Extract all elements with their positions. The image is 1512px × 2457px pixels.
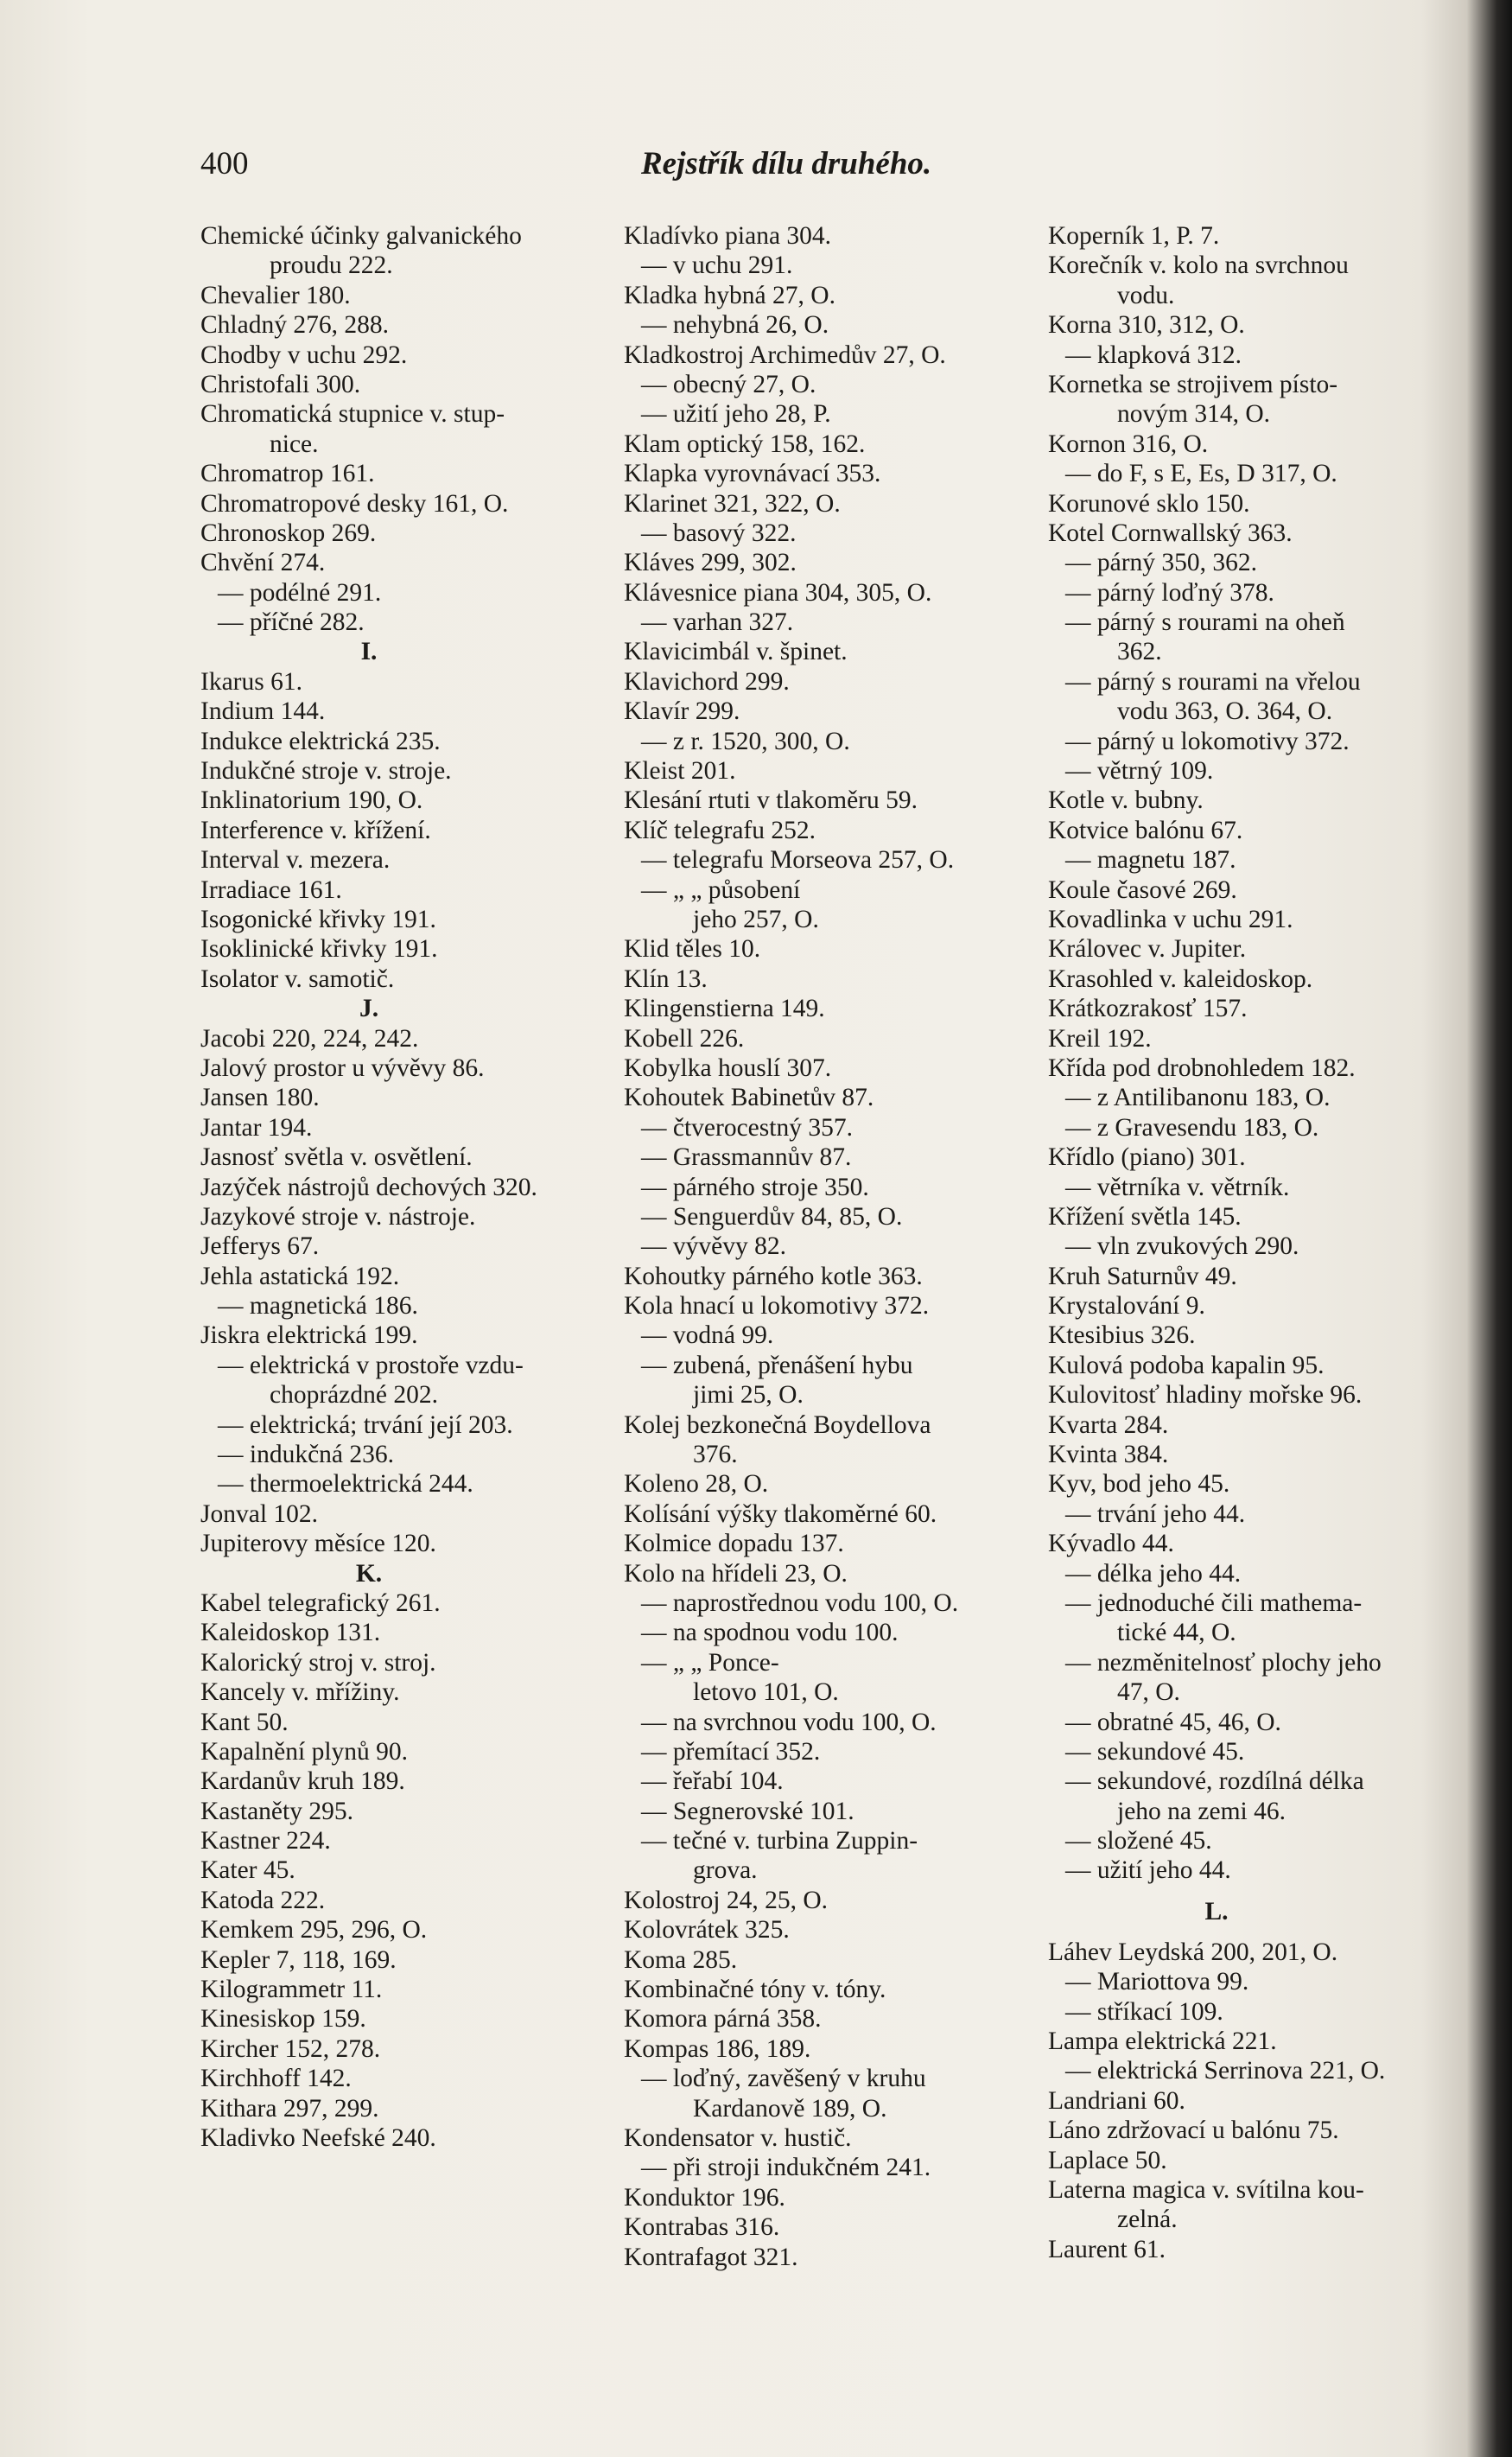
- index-entry: Kompas 186, 189.: [624, 2034, 811, 2063]
- index-entry: Kinesiskop 159.: [200, 2005, 366, 2034]
- index-entry: — sekundové, rozdílná délka: [1065, 1767, 1364, 1796]
- index-entry: 362.: [1117, 638, 1162, 666]
- index-entry: Klarinet 321, 322, O.: [624, 489, 841, 518]
- index-entry: Kruh Saturnův 49.: [1048, 1262, 1237, 1290]
- index-entry: — vývěvy 82.: [641, 1232, 786, 1261]
- index-entry: letovo 101, O.: [693, 1678, 839, 1707]
- index-entry: — z r. 1520, 300, O.: [641, 727, 850, 755]
- index-entry: Kepler 7, 118, 169.: [200, 1945, 397, 1974]
- index-entry: — telegrafu Morseova 257, O.: [641, 846, 955, 875]
- index-entry: tické 44, O.: [1117, 1619, 1236, 1647]
- section-letter-heading: L.: [1204, 1897, 1229, 1925]
- index-entry: — párný s rourami na vřelou: [1065, 667, 1361, 696]
- index-entry: Kohoutky párného kotle 363.: [624, 1262, 923, 1290]
- index-entry: — sekundové 45.: [1065, 1737, 1245, 1766]
- index-entry: — thermoelektrická 244.: [218, 1470, 473, 1499]
- index-entry: Kircher 152, 278.: [200, 2034, 381, 2063]
- index-entry: Kemkem 295, 296, O.: [200, 1916, 428, 1945]
- index-entry: — nezměnitelnosť plochy jeho: [1065, 1648, 1382, 1677]
- index-entry: Kulová podoba kapalin 95.: [1048, 1351, 1325, 1379]
- index-entry: Isoklinické křivky 191.: [200, 935, 438, 964]
- index-entry: — vln zvukových 290.: [1065, 1232, 1299, 1261]
- index-entry: Kreil 192.: [1048, 1024, 1152, 1053]
- index-entry: Koleno 28, O.: [624, 1470, 769, 1499]
- index-entry: Kornetka se strojivem písto-: [1048, 370, 1338, 398]
- index-entry: Kater 45.: [200, 1856, 295, 1885]
- index-entry: Kotle v. bubny.: [1048, 786, 1204, 815]
- index-entry: Kývadlo 44.: [1048, 1530, 1174, 1558]
- index-entry: Irradiace 161.: [200, 875, 342, 904]
- index-entry: — basový 322.: [641, 519, 797, 547]
- index-entry: Indium 144.: [200, 697, 326, 726]
- index-entry: Jacobi 220, 224, 242.: [200, 1024, 419, 1053]
- index-entry: Kalorický stroj v. stroj.: [200, 1648, 436, 1677]
- index-entry: Kancely v. mřížiny.: [200, 1678, 400, 1707]
- index-entry: novým 314, O.: [1117, 400, 1270, 429]
- index-entry: — čtverocestný 357.: [641, 1113, 853, 1142]
- index-entry: — přemítací 352.: [641, 1737, 821, 1766]
- index-entry: — v uchu 291.: [641, 251, 793, 280]
- index-entry: — „ „ Ponce-: [641, 1648, 779, 1677]
- running-title: Rejstřík dílu druhého.: [641, 146, 932, 181]
- index-entry: proudu 222.: [270, 251, 393, 280]
- index-entry: — stříkací 109.: [1065, 1997, 1223, 2026]
- index-entry: Korečník v. kolo na svrchnou: [1048, 251, 1349, 280]
- index-entry: — jednoduché čili mathema-: [1065, 1588, 1363, 1617]
- index-entry: Klín 13.: [624, 964, 708, 993]
- index-entry: Chronoskop 269.: [200, 519, 377, 547]
- index-column-1: [200, 221, 607, 2153]
- index-entry: Chromatropové desky 161, O.: [200, 489, 509, 518]
- index-entry: Kladívko piana 304.: [624, 222, 832, 250]
- index-entry: Klavír 299.: [624, 697, 740, 726]
- index-entry: Chromatrop 161.: [200, 460, 375, 488]
- index-entry: Jalový prostor u vývěvy 86.: [200, 1053, 485, 1082]
- index-entry: Kláves 299, 302.: [624, 549, 797, 577]
- index-entry: Krasohled v. kaleidoskop.: [1048, 964, 1313, 993]
- index-entry: Isogonické křivky 191.: [200, 905, 436, 933]
- index-entry: Kleist 201.: [624, 757, 736, 786]
- index-entry: — větrný 109.: [1065, 757, 1214, 786]
- index-entry: Křída pod drobnohledem 182.: [1048, 1053, 1356, 1082]
- index-entry: choprázdné 202.: [270, 1381, 438, 1410]
- index-entry: Kobylka houslí 307.: [624, 1053, 832, 1082]
- index-entry: — složené 45.: [1065, 1827, 1212, 1855]
- index-entry: — nehybná 26, O.: [641, 311, 829, 340]
- index-entry: Láhev Leydská 200, 201, O.: [1048, 1938, 1338, 1966]
- index-entry: 47, O.: [1117, 1678, 1180, 1707]
- index-entry: — loďný, zavěšený v kruhu: [641, 2065, 926, 2093]
- index-entry: Kotvice balónu 67.: [1048, 816, 1243, 844]
- index-entry: Jazýček nástrojů dechových 320.: [200, 1173, 537, 1201]
- index-entry: Kontrafagot 321.: [624, 2243, 798, 2271]
- index-entry: Koma 285.: [624, 1945, 738, 1974]
- index-entry: Jonval 102.: [200, 1499, 319, 1528]
- index-entry: Kvinta 384.: [1048, 1441, 1169, 1469]
- index-entry: Chemické účinky galvanického: [200, 222, 522, 250]
- index-entry: — Senguerdův 84, 85, O.: [641, 1202, 903, 1231]
- index-entry: — užití jeho 44.: [1065, 1856, 1231, 1885]
- index-entry: Kladkostroj Archimedův 27, O.: [624, 341, 946, 369]
- index-entry: jeho 257, O.: [693, 905, 819, 933]
- index-entry: grova.: [693, 1856, 758, 1885]
- index-entry: — elektrická; trvání její 203.: [218, 1410, 513, 1439]
- index-entry: — trvání jeho 44.: [1065, 1499, 1246, 1528]
- index-entry: Jehla astatická 192.: [200, 1262, 400, 1290]
- index-entry: Jupiterovy měsíce 120.: [200, 1530, 436, 1558]
- index-entry: Kulovitosť hladiny mořske 96.: [1048, 1381, 1363, 1410]
- index-entry: Kola hnací u lokomotivy 372.: [624, 1292, 930, 1321]
- index-entry: — „ „ působení: [641, 875, 801, 904]
- index-entry: Ktesibius 326.: [1048, 1321, 1196, 1350]
- index-entry: — varhan 327.: [641, 608, 794, 637]
- index-entry: — elektrická Serrinova 221, O.: [1065, 2057, 1386, 2085]
- index-entry: Chladný 276, 288.: [200, 311, 389, 340]
- index-entry: vodu.: [1117, 281, 1175, 309]
- index-entry: — obratné 45, 46, O.: [1065, 1708, 1281, 1736]
- index-entry: Inklinatorium 190, O.: [200, 786, 423, 815]
- index-entry: Lampa elektrická 221.: [1048, 2027, 1277, 2056]
- index-entry: Krátkozrakosť 157.: [1048, 995, 1248, 1023]
- index-entry: Klávesnice piana 304, 305, O.: [624, 578, 932, 607]
- index-entry: Indukčné stroje v. stroje.: [200, 757, 452, 786]
- index-entry: Isolator v. samotič.: [200, 964, 395, 993]
- index-entry: — z Antilibanonu 183, O.: [1065, 1084, 1331, 1112]
- index-entry: — vodná 99.: [641, 1321, 774, 1350]
- index-entry: — magnetická 186.: [218, 1292, 418, 1321]
- index-entry: Jansen 180.: [200, 1084, 320, 1112]
- index-entry: Klavicimbál v. špinet.: [624, 638, 848, 666]
- index-entry: — párný 350, 362.: [1065, 549, 1258, 577]
- index-entry: Jefferys 67.: [200, 1232, 320, 1261]
- index-entry: Kladka hybná 27, O.: [624, 281, 835, 309]
- index-entry: — Mariottova 99.: [1065, 1968, 1249, 1996]
- index-entry: jimi 25, O.: [693, 1381, 804, 1410]
- index-entry: Klam optický 158, 162.: [624, 430, 866, 458]
- index-entry: Jiskra elektrická 199.: [200, 1321, 418, 1350]
- index-entry: Koule časové 269.: [1048, 875, 1237, 904]
- index-column-2: [624, 221, 1030, 2272]
- index-entry: — magnetu 187.: [1065, 846, 1236, 875]
- index-entry: — na svrchnou vodu 100, O.: [641, 1708, 937, 1736]
- index-entry: Křídlo (piano) 301.: [1048, 1143, 1246, 1172]
- index-entry: Kilogrammetr 11.: [200, 1976, 383, 2004]
- index-entry: — elektrická v prostoře vzdu-: [218, 1351, 524, 1379]
- index-entry: Chromatická stupnice v. stup-: [200, 400, 505, 429]
- index-entry: Klid těles 10.: [624, 935, 761, 964]
- index-entry: Laterna magica v. svítilna kou-: [1048, 2176, 1364, 2204]
- section-letter-heading: J.: [359, 995, 379, 1023]
- index-entry: Jantar 194.: [200, 1113, 313, 1142]
- index-entry: Komora párná 358.: [624, 2005, 822, 2034]
- index-entry: Landriani 60.: [1048, 2086, 1185, 2115]
- index-entry: Kvarta 284.: [1048, 1410, 1169, 1439]
- index-entry: Kaleidoskop 131.: [200, 1619, 381, 1647]
- index-entry: Kohoutek Babinetův 87.: [624, 1084, 874, 1112]
- index-entry: — obecný 27, O.: [641, 370, 816, 398]
- index-entry: Kolej bezkonečná Boydellova: [624, 1410, 931, 1439]
- index-entry: Kombinačné tóny v. tóny.: [624, 1976, 886, 2004]
- index-entry: Kolo na hřídeli 23, O.: [624, 1559, 848, 1588]
- index-entry: Koperník 1, P. 7.: [1048, 222, 1220, 250]
- index-entry: Klíč telegrafu 252.: [624, 816, 816, 844]
- index-entry: Jasnosť světla v. osvětlení.: [200, 1143, 473, 1172]
- index-entry: Kabel telegrafický 261.: [200, 1588, 441, 1617]
- index-entry: Kovadlinka v uchu 291.: [1048, 905, 1293, 933]
- index-entry: Kapalnění plynů 90.: [200, 1737, 409, 1766]
- index-entry: — párného stroje 350.: [641, 1173, 869, 1201]
- index-entry: — tečné v. turbina Zuppin-: [641, 1827, 918, 1855]
- index-entry: Kastaněty 295.: [200, 1797, 353, 1825]
- index-entry: Kontrabas 316.: [624, 2213, 780, 2242]
- index-entry: — zubená, přenášení hybu: [641, 1351, 913, 1379]
- index-entry: Kladivko Neefské 240.: [200, 2124, 436, 2152]
- index-entry: Klesání rtuti v tlakoměru 59.: [624, 786, 918, 815]
- index-entry: — příčné 282.: [218, 608, 365, 637]
- index-entry: — párný s rourami na oheň: [1065, 608, 1345, 637]
- index-entry: Chodby v uchu 292.: [200, 341, 408, 369]
- index-entry: vodu 363, O. 364, O.: [1117, 697, 1333, 726]
- index-entry: Kastner 224.: [200, 1827, 331, 1855]
- index-entry: Chvění 274.: [200, 549, 326, 577]
- index-entry: Christofali 300.: [200, 370, 361, 398]
- index-entry: — klapková 312.: [1065, 341, 1242, 369]
- index-entry: — při stroji indukčném 241.: [641, 2154, 931, 2182]
- index-entry: Kyv, bod jeho 45.: [1048, 1470, 1230, 1499]
- index-entry: — délka jeho 44.: [1065, 1559, 1242, 1588]
- index-entry: — řeřabí 104.: [641, 1767, 784, 1796]
- index-entry: Jazykové stroje v. nástroje.: [200, 1202, 476, 1231]
- index-entry: Královec v. Jupiter.: [1048, 935, 1247, 964]
- index-entry: Kardanův kruh 189.: [200, 1767, 405, 1796]
- index-entry: Klavichord 299.: [624, 667, 790, 696]
- index-entry: Laplace 50.: [1048, 2146, 1167, 2174]
- index-entry: Kolísání výšky tlakoměrné 60.: [624, 1499, 937, 1528]
- index-entry: — naprostřednou vodu 100, O.: [641, 1588, 959, 1617]
- index-entry: Chevalier 180.: [200, 281, 351, 309]
- index-entry: Kotel Cornwallský 363.: [1048, 519, 1293, 547]
- index-entry: Klapka vyrovnávací 353.: [624, 460, 881, 488]
- index-entry: Katoda 222.: [200, 1886, 326, 1914]
- index-entry: — do F, s E, Es, D 317, O.: [1065, 460, 1337, 488]
- index-entry: Kolostroj 24, 25, O.: [624, 1886, 828, 1914]
- index-entry: — Segnerovské 101.: [641, 1797, 854, 1825]
- index-entry: Kondensator v. hustič.: [624, 2124, 852, 2152]
- index-entry: — párný loďný 378.: [1065, 578, 1274, 607]
- index-entry: Kobell 226.: [624, 1024, 745, 1053]
- index-entry: Krystalování 9.: [1048, 1292, 1205, 1321]
- index-entry: — z Gravesendu 183, O.: [1065, 1113, 1319, 1142]
- index-entry: Křížení světla 145.: [1048, 1202, 1242, 1231]
- index-entry: Korna 310, 312, O.: [1048, 311, 1245, 340]
- section-letter-heading: K.: [355, 1559, 383, 1588]
- index-entry: jeho na zemi 46.: [1117, 1797, 1286, 1825]
- page-header: [200, 145, 1427, 188]
- index-entry: — podélné 291.: [218, 578, 382, 607]
- section-letter-heading: I.: [360, 638, 378, 666]
- index-entry: — větrníka v. větrník.: [1065, 1173, 1290, 1201]
- index-entry: Korunové sklo 150.: [1048, 489, 1250, 518]
- index-entry: — párný u lokomotivy 372.: [1065, 727, 1350, 755]
- index-column-3: [1048, 221, 1454, 2264]
- index-entry: 376.: [693, 1441, 738, 1469]
- index-entry: Kolmice dopadu 137.: [624, 1530, 844, 1558]
- index-entry: — Grassmannův 87.: [641, 1143, 852, 1172]
- index-entry: — užití jeho 28, P.: [641, 400, 831, 429]
- index-entry: Kolovrátek 325.: [624, 1916, 790, 1945]
- page-number: 400: [200, 146, 249, 181]
- index-entry: Láno zdržovací u balónu 75.: [1048, 2116, 1339, 2145]
- index-entry: Kornon 316, O.: [1048, 430, 1209, 458]
- index-entry: — indukčná 236.: [218, 1441, 395, 1469]
- index-entry: Kirchhoff 142.: [200, 2065, 352, 2093]
- index-entry: Kant 50.: [200, 1708, 289, 1736]
- index-entry: Kithara 297, 299.: [200, 2094, 379, 2123]
- index-entry: Interval v. mezera.: [200, 846, 391, 875]
- index-entry: Ikarus 61.: [200, 667, 302, 696]
- index-entry: zelná.: [1117, 2206, 1178, 2234]
- index-entry: Klingenstierna 149.: [624, 995, 825, 1023]
- index-entry: Indukce elektrická 235.: [200, 727, 441, 755]
- index-entry: Laurent 61.: [1048, 2235, 1166, 2263]
- index-entry: nice.: [270, 430, 319, 458]
- index-entry: Interference v. křížení.: [200, 816, 431, 844]
- index-entry: Kardanově 189, O.: [693, 2094, 887, 2123]
- index-entry: — na spodnou vodu 100.: [641, 1619, 899, 1647]
- index-entry: Konduktor 196.: [624, 2183, 785, 2212]
